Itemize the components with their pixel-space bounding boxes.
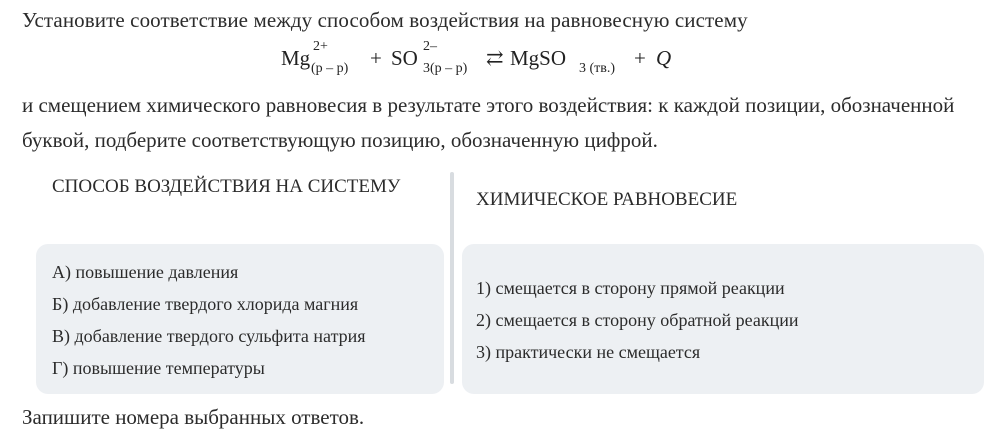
magnesium-ion: Mg [281, 46, 311, 70]
task-intro: Установите соответствие между способом воздействия на равновесную систему [22, 8, 748, 32]
option-b: Б) добавление твердого хлорида магния [52, 294, 359, 314]
option-g: Г) повышение температуры [52, 358, 265, 378]
left-column-header: СПОСОБ ВОЗДЕЙСТВИЯ НА СИСТЕМУ [52, 176, 401, 197]
sulfite-charge: 2– [423, 39, 437, 54]
sulfite-subscript: 3(р – р) [423, 61, 468, 76]
equilibrium-options [462, 244, 984, 394]
magnesium-charge: 2+ [313, 39, 328, 54]
magnesium-sulfite-subscript: 3 (тв.) [579, 61, 616, 76]
influence-options [36, 244, 444, 394]
option-2: 2) смещается в сторону обратной реакции [476, 310, 799, 330]
option-a: А) повышение давления [52, 262, 239, 282]
right-column-header: ХИМИЧЕСКОЕ РАВНОВЕСИЕ [476, 189, 738, 210]
task-instructions: и смещением химического равновесия в результате этого воздействия: к каждой позиции, обозначенной буквой, подберите соответствующую позицию, обозначенную цифрой. [22, 93, 955, 152]
plus-sign: + [370, 46, 382, 70]
plus-sign: + [634, 46, 646, 70]
heat-q: Q [656, 46, 672, 70]
magnesium-state: (р – р) [311, 61, 349, 76]
option-v: В) добавление твердого сульфита натрия [52, 326, 366, 346]
column-divider [450, 172, 454, 384]
option-1: 1) смещается в сторону прямой реакции [476, 278, 785, 298]
magnesium-sulfite: MgSO [510, 46, 567, 70]
reaction-equation [281, 40, 741, 86]
option-3: 3) практически не смещается [476, 342, 701, 362]
sulfite-ion: SO [391, 46, 418, 70]
equilibrium-arrow-icon: ⇄ [486, 46, 504, 70]
answer-prompt: Запишите номера выбранных ответов. [22, 405, 365, 429]
